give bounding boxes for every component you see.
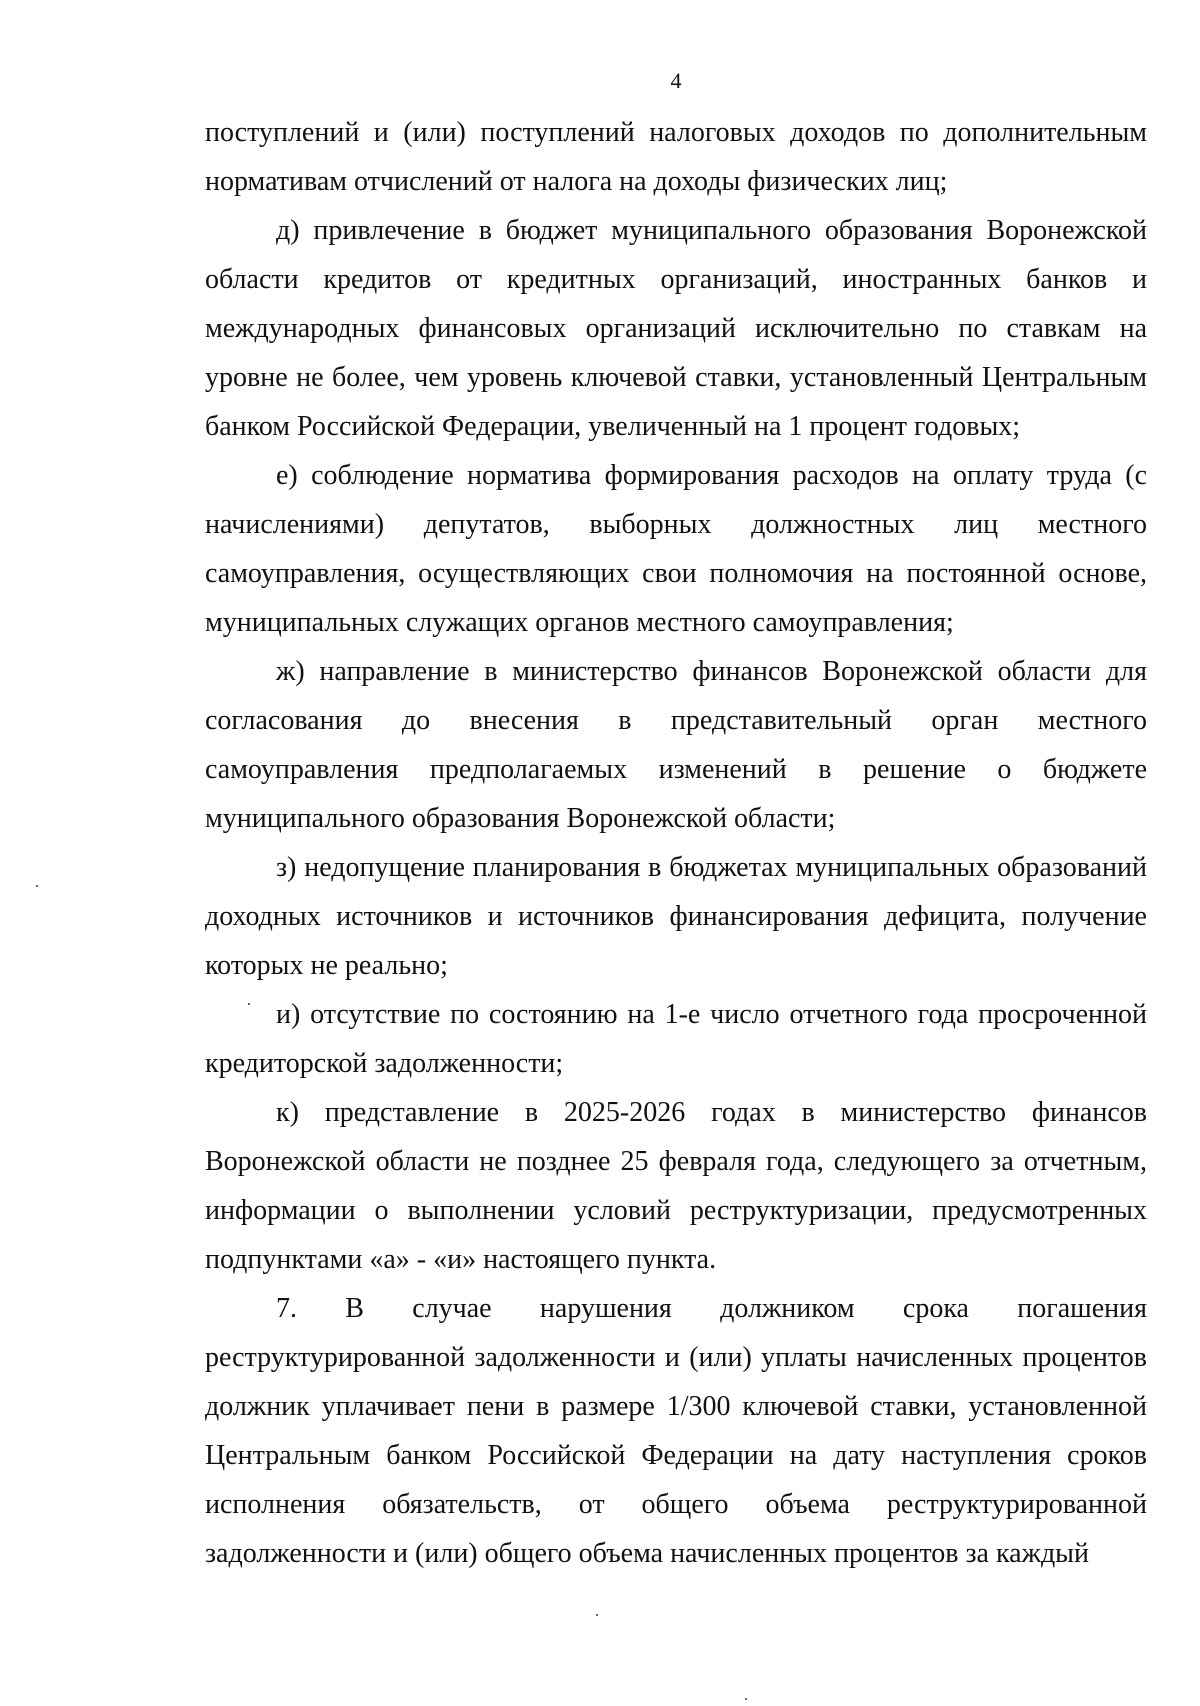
paragraph-item-e: е) соблюдение норматива формирования расходов на оплату труда (с начислениями) депутатов, выборных должностных лиц местного самоуправления, осуществляющих свои полномочия на постоянной основе, муниципальных служащих органов местного самоуправления; — [205, 460, 1147, 638]
page-number: 4 — [670, 68, 682, 93]
paragraph-continuation: поступлений и (или) поступлений налоговых доходов по дополнительным нормативам отчислений от налога на доходы физических лиц; — [205, 117, 1147, 197]
paragraph-section-7: 7. В случае нарушения должником срока погашения реструктурированной задолженности и (или) уплаты начисленных процентов должник уплачивает пени в размере 1/300 ключевой ставки, установленной Центральным банком Российской Федерации на дату наступления сроков исполнения обязательств, от общего объема реструктурированной задолженности и (или) общего объема начисленных процентов за каждый — [205, 1293, 1147, 1569]
paragraph-item-d: д) привлечение в бюджет муниципального образования Воронежской области кредитов от кредитных организаций, иностранных банков и международных финансовых организаций исключительно по ставкам на уровне не более, чем уровень ключевой ставки, установленный Центральным банком Российской Федерации, увеличенный на 1 процент годовых; — [205, 215, 1147, 442]
paragraph-item-zh: ж) направление в министерство финансов Воронежской области для согласования до внесения в представительный орган местного самоуправления предполагаемых изменений в решение о бюджете муниципального образования Воронежской области; — [205, 656, 1147, 834]
paragraph-item-z: з) недопущение планирования в бюджетах муниципальных образований доходных источников и источников финансирования дефицита, получение которых не реально; — [205, 852, 1147, 981]
scan-speck — [36, 885, 38, 887]
scan-speck — [596, 1614, 598, 1616]
document-body — [205, 108, 1147, 1578]
paragraph-item-k: к) представление в 2025-2026 годах в министерство финансов Воронежской области не позднее 25 февраля года, следующего за отчетным, информации о выполнении условий реструктуризации, предусмотренных подпунктами «а» - «и» настоящего пункта. — [205, 1097, 1147, 1275]
scan-speck — [745, 1698, 747, 1700]
paragraph-item-i: и) отсутствие по состоянию на 1-е число отчетного года просроченной кредиторской задолженности; — [205, 999, 1147, 1079]
scan-speck — [248, 1003, 250, 1005]
